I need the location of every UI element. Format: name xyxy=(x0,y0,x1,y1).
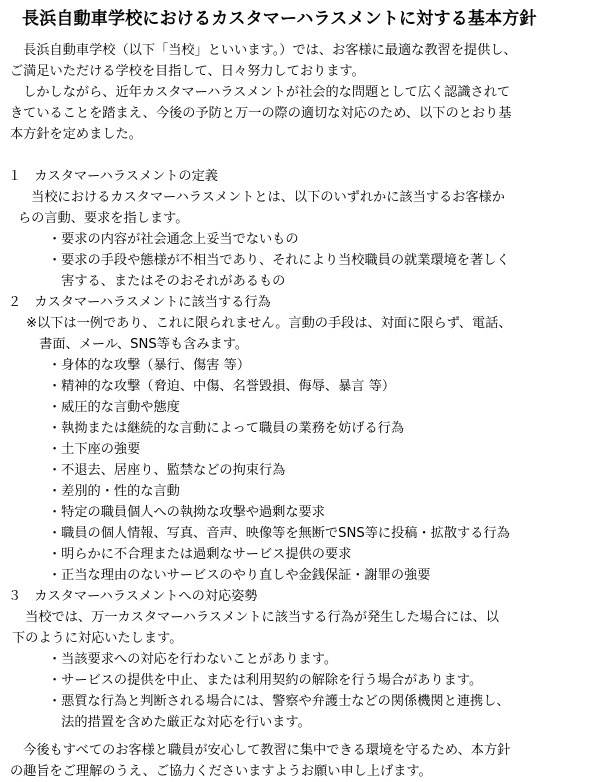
list-item: ・悪質な行為と判断される場合には、警察や弁護士などの関係機関と連携し、 xyxy=(48,694,510,709)
intro-line: 長浜自動車学校（以下「当校」といいます。）では、お客様に最適な教習を提供し、 xyxy=(10,43,517,58)
list-item: ・職員の個人情報、写真、音声、映像等を無断でSNS等に投稿・拡散する行為 xyxy=(48,526,510,541)
list-item: ・要求の内容が社会通念上妥当でないもの xyxy=(48,232,299,247)
intro-line: しかしながら、近年カスタマーハラスメントが社会的な問題として広く認識されて xyxy=(10,85,511,100)
list-item: ・正当な理由のないサービスのやり直しや金銭保証・謝罪の強要 xyxy=(48,568,431,583)
list-item: ・精神的な攻撃（脅迫、中傷、名誉毀損、侮辱、暴言 等） xyxy=(48,379,396,394)
list-item: ・威圧的な言動や態度 xyxy=(48,400,180,415)
closing-line: 今後もすべてのお客様と職員が安心して教習に集中できる環境を守るため、本方針 xyxy=(10,743,511,758)
section-heading: ２ カスタマーハラスメントに該当する行為 xyxy=(8,295,271,310)
list-item: ・サービスの提供を中止、または利用契約の解除を行う場合があります。 xyxy=(48,673,483,688)
list-item: ・執拗または継続的な言動によって職員の業務を妨げる行為 xyxy=(48,421,405,436)
closing-line: の趣旨をご理解のうえ、ご協力くださいますようお願い申し上げます。 xyxy=(10,764,432,779)
list-item: ・差別的・性的な言動 xyxy=(48,484,180,499)
list-item: ・要求の手段や態様が不相当であり、それにより当校職員の就業環境を著しく xyxy=(48,253,510,268)
list-item: ・不退去、居座り、監禁などの拘束行為 xyxy=(48,463,286,478)
section-note: 書面、メール、SNS等も含みます。 xyxy=(26,337,249,352)
intro-line: 本方針を定めました。 xyxy=(10,127,142,142)
list-item: ・土下座の強要 xyxy=(48,442,141,457)
section-paragraph: らの言動、要求を指します。 xyxy=(18,211,189,226)
section-paragraph: 当校では、万一カスタマーハラスメントに該当する行為が発生した場合には、以 xyxy=(12,610,499,625)
intro-line: きていることを踏まえ、今後の予防と万一の際の適切な対応のため、以下のとおり基 xyxy=(10,106,512,121)
document-title: 長浜自動車学校におけるカスタマーハラスメントに対する基本方針 xyxy=(22,9,537,29)
section-paragraph: 下のように対応いたします。 xyxy=(12,631,183,646)
list-item: ・当該要求への対応を行わないことがあります。 xyxy=(48,652,338,667)
list-item-continuation: 害する、またはそのおそれがあるもの xyxy=(48,274,286,289)
section-note: ※以下は一例であり、これに限られません。言動の手段は、対面に限らず、電話、 xyxy=(26,316,512,331)
list-item: ・特定の職員個人への執拗な攻撃や過剰な要求 xyxy=(48,505,325,520)
section-paragraph: 当校におけるカスタマーハラスメントとは、以下のいずれかに該当するお客様か xyxy=(18,190,505,205)
list-item: ・身体的な攻撃（暴行、傷害 等） xyxy=(48,358,251,373)
intro-line: ご満足いただける学校を目指して、日々努力しております。 xyxy=(10,64,365,79)
list-item: ・明らかに不合理または過剰なサービス提供の要求 xyxy=(48,547,352,562)
list-item-continuation: 法的措置を含めた厳正な対応を行います。 xyxy=(48,715,311,730)
section-heading: １ カスタマーハラスメントの定義 xyxy=(8,169,218,184)
section-heading: ３ カスタマーハラスメントへの対応姿勢 xyxy=(8,589,258,604)
